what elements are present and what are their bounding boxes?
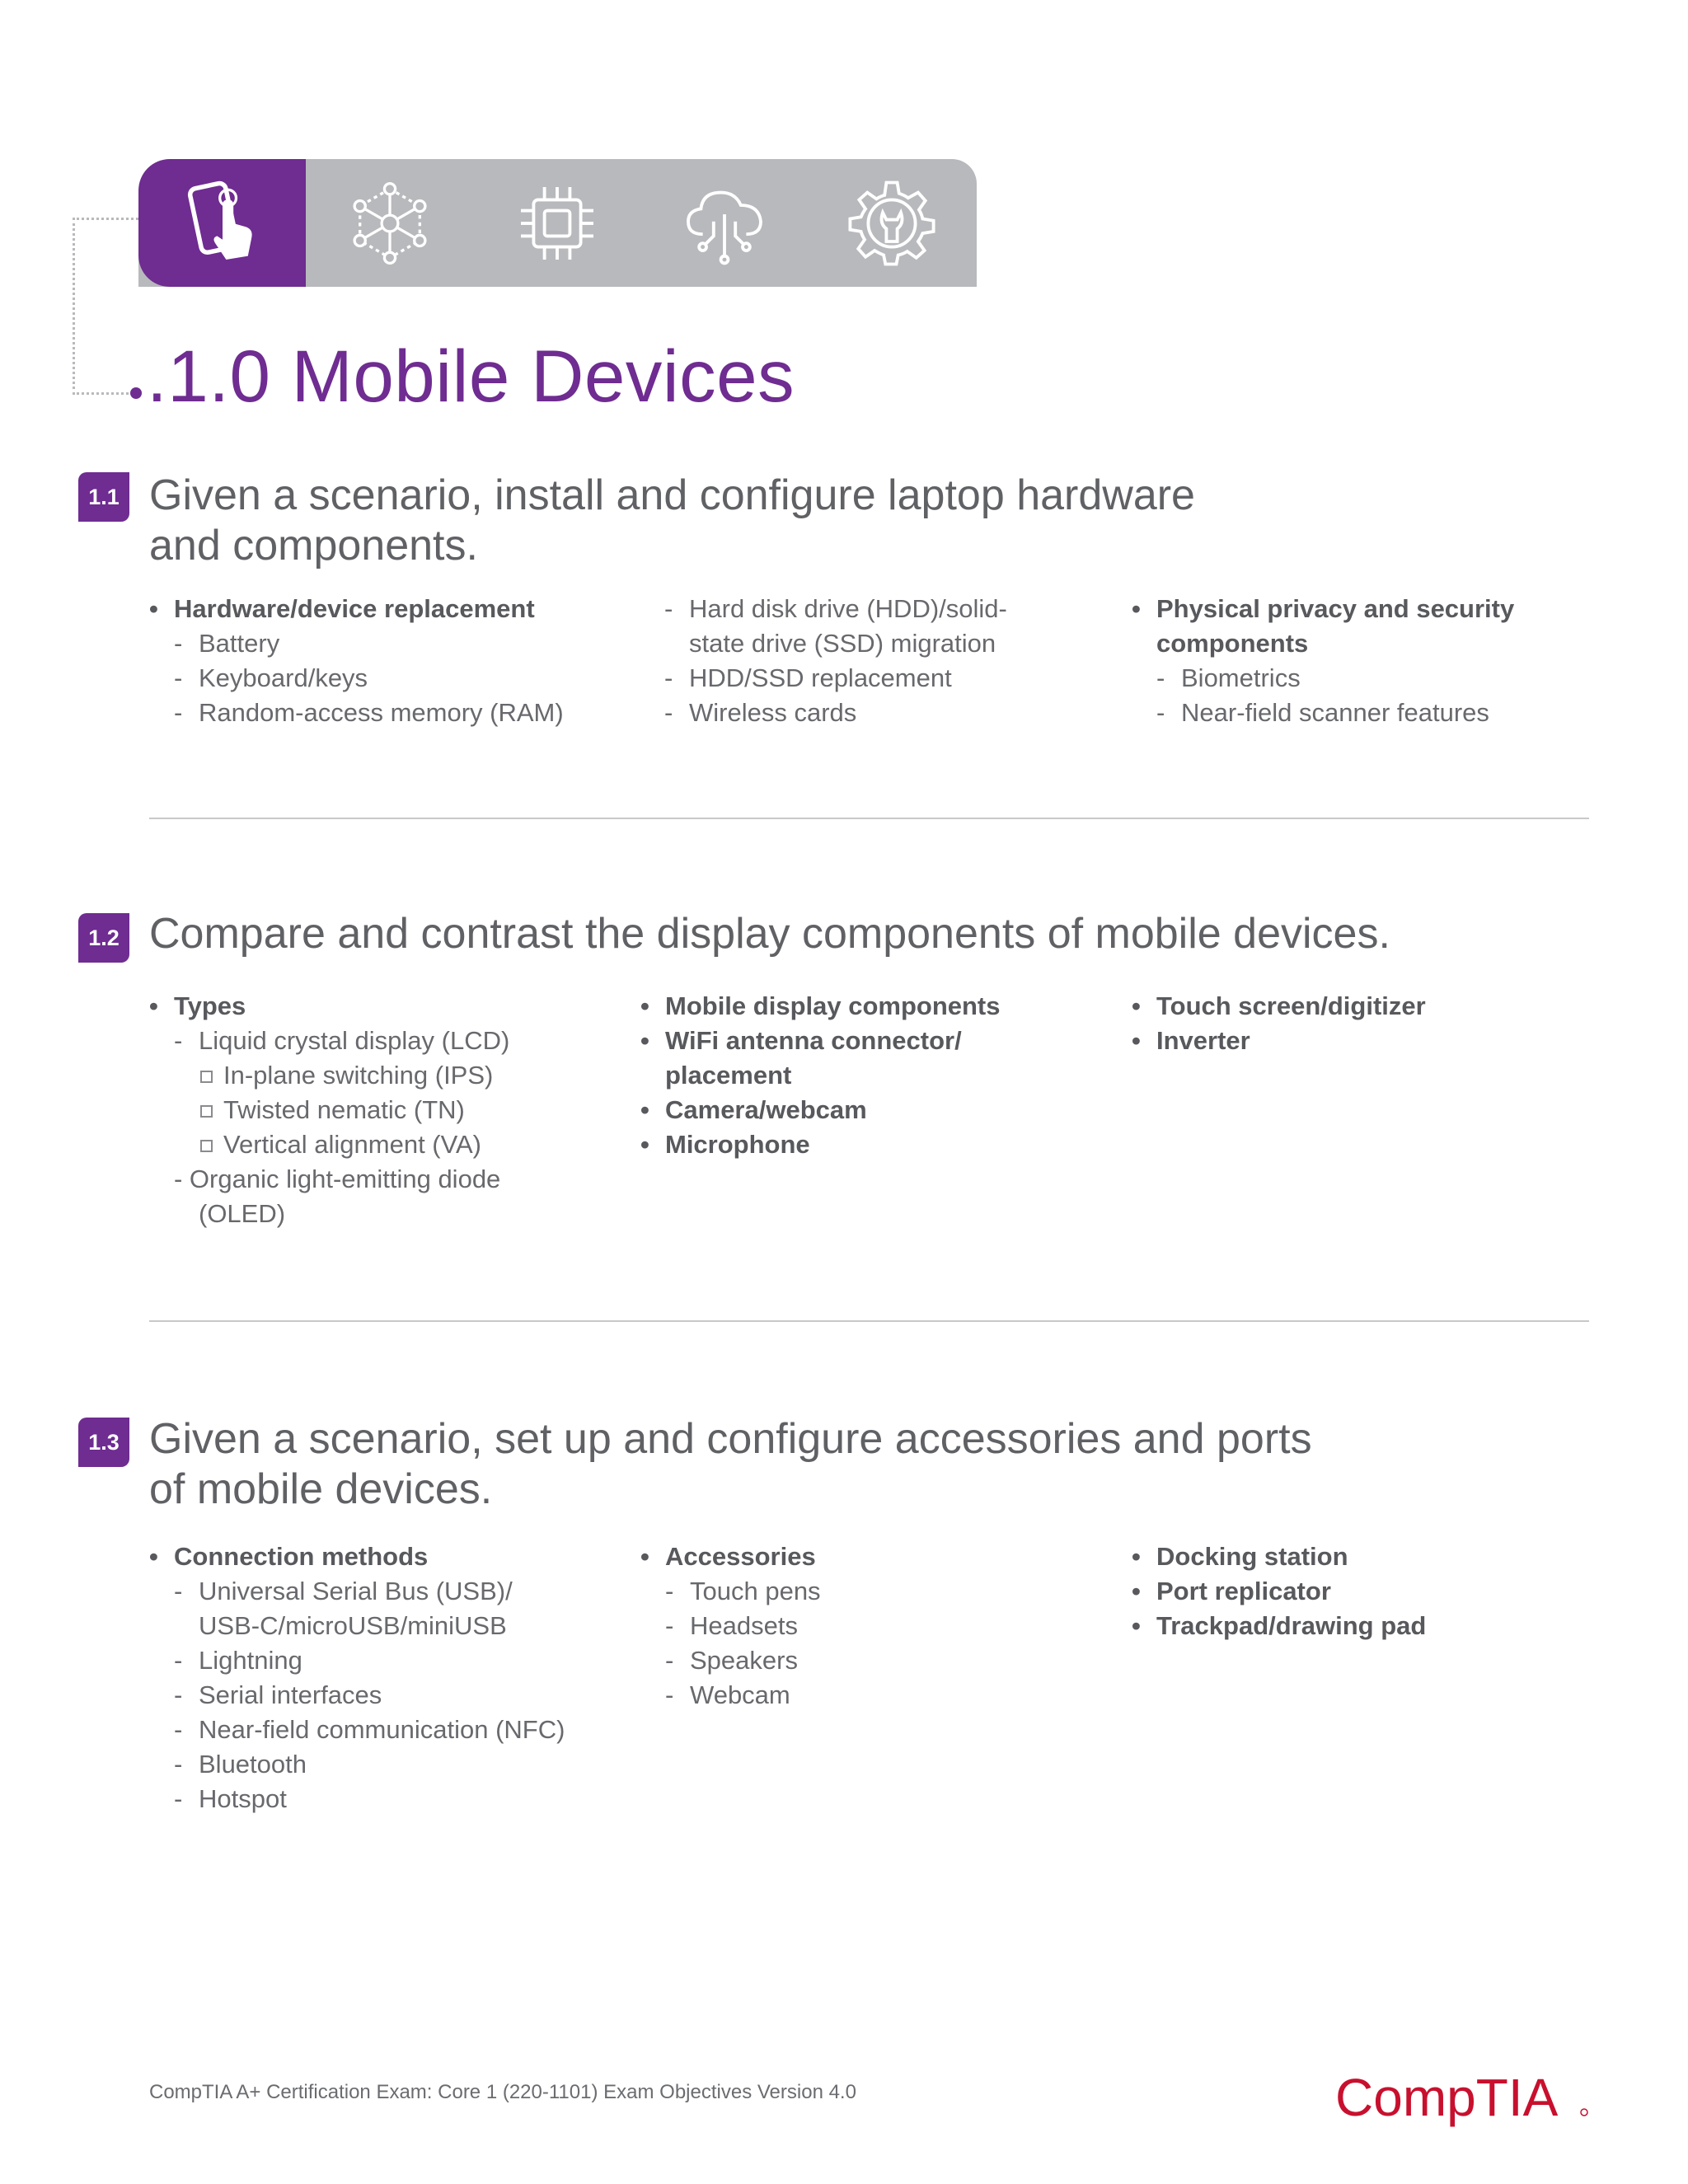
- sub-item: - Organic light-emitting diode: [174, 1165, 501, 1193]
- mobile-touch-icon: [177, 178, 268, 269]
- bullet-item: • Trackpad/drawing pad: [1132, 1609, 1426, 1643]
- bullet-item: • WiFi antenna connector/: [640, 1024, 1001, 1058]
- bullet-item: • Physical privacy and security: [1132, 592, 1514, 626]
- tab-networking[interactable]: [306, 159, 473, 287]
- sub-item-continued: state drive (SSD) migration: [689, 629, 996, 658]
- gear-wrench-icon: [846, 178, 937, 269]
- bullet-item: • Connection methods: [149, 1540, 565, 1574]
- heading-line: of mobile devices.: [149, 1465, 493, 1513]
- sub-item: - Wireless cards: [664, 696, 1007, 730]
- section-badge-1-2: 1.2: [78, 913, 129, 963]
- page-title: .1.0 Mobile Devices: [147, 335, 795, 417]
- bullet-item: • Hardware/device replacement: [149, 592, 564, 626]
- section-heading-1-1: [149, 471, 1195, 571]
- section-heading-1-2: [149, 909, 1390, 959]
- sub-item-continued: USB-C/microUSB/miniUSB: [199, 1611, 507, 1640]
- section-heading-1-3: [149, 1414, 1312, 1515]
- section-badge-1-3: 1.3: [78, 1418, 129, 1467]
- section-1-2-col3: [1132, 989, 1426, 1058]
- sub-item-continued: (OLED): [199, 1199, 286, 1228]
- sub-sub-item: Twisted nematic (TN): [149, 1093, 509, 1127]
- sub-sub-item: In-plane switching (IPS): [149, 1058, 509, 1093]
- sub-item: - Serial interfaces: [149, 1678, 565, 1713]
- sub-item: - Bluetooth: [149, 1747, 565, 1782]
- tab-hardware[interactable]: [473, 159, 640, 287]
- section-divider: [149, 818, 1589, 819]
- sub-item: - Biometrics: [1132, 661, 1514, 696]
- sub-item: - Webcam: [640, 1678, 821, 1713]
- sub-item: - Near-field communication (NFC): [149, 1713, 565, 1747]
- cloud-circuit-icon: [679, 178, 770, 269]
- sub-item: - Hard disk drive (HDD)/solid-: [664, 592, 1007, 626]
- tab-mobile-devices[interactable]: [138, 159, 306, 287]
- sub-item: - Hotspot: [149, 1782, 565, 1816]
- bullet-item: • Camera/webcam: [640, 1093, 1001, 1127]
- sub-item: - Headsets: [640, 1609, 821, 1643]
- bullet-item: • Touch screen/digitizer: [1132, 989, 1426, 1024]
- bullet-item-continued: components: [1156, 629, 1309, 658]
- bullet-item: • Types: [149, 989, 509, 1024]
- sub-item: - Universal Serial Bus (USB)/: [149, 1574, 565, 1609]
- sub-item: - Touch pens: [640, 1574, 821, 1609]
- section-1-1-col2: [664, 592, 1007, 730]
- bullet-item: • Port replicator: [1132, 1574, 1426, 1609]
- sub-sub-item: Vertical alignment (VA): [149, 1127, 509, 1162]
- sub-item: - Lightning: [149, 1643, 565, 1678]
- section-1-3-col1: [149, 1540, 565, 1816]
- comptia-logo: [1335, 2064, 1591, 2130]
- network-nodes-icon: [345, 178, 435, 269]
- sub-item: - HDD/SSD replacement: [664, 661, 1007, 696]
- section-badge-1-1: 1.1: [78, 472, 129, 522]
- bullet-item: • Inverter: [1132, 1024, 1426, 1058]
- section-1-2-col1: [149, 989, 509, 1231]
- sub-item: - Near-field scanner features: [1132, 696, 1514, 730]
- sub-item: - Liquid crystal display (LCD): [149, 1024, 509, 1058]
- chip-icon: [512, 178, 603, 269]
- domain-tab-bar: [138, 159, 977, 287]
- heading-line: and components.: [149, 522, 478, 569]
- tab-troubleshooting[interactable]: [808, 159, 975, 287]
- heading-line: Given a scenario, set up and configure accessories and ports: [149, 1415, 1312, 1463]
- section-1-3-col2: [640, 1540, 821, 1713]
- tab-cloud[interactable]: [640, 159, 808, 287]
- bullet-item-continued: placement: [665, 1061, 792, 1090]
- bullet-item: • Mobile display components: [640, 989, 1001, 1024]
- sub-item: - Battery: [149, 626, 564, 661]
- logo-text: CompTIA: [1335, 2068, 1559, 2127]
- section-1-3-col3: [1132, 1540, 1426, 1643]
- footer-text: CompTIA A+ Certification Exam: Core 1 (220-1101) Exam Objectives Version 4.0: [149, 2081, 856, 2103]
- dotted-connector: [73, 218, 138, 395]
- bullet-item: • Accessories: [640, 1540, 821, 1574]
- section-1-1-col1: [149, 592, 564, 730]
- section-1-1-col3: [1132, 592, 1514, 730]
- section-divider: [149, 1320, 1589, 1322]
- sub-item: - Random-access memory (RAM): [149, 696, 564, 730]
- section-1-2-col2: [640, 989, 1001, 1162]
- heading-line: Given a scenario, install and configure laptop hardware: [149, 471, 1195, 519]
- bullet-item: • Docking station: [1132, 1540, 1426, 1574]
- heading-line: Compare and contrast the display components of mobile devices.: [149, 910, 1390, 958]
- connector-dot: [130, 387, 142, 399]
- bullet-item: • Microphone: [640, 1127, 1001, 1162]
- sub-item: - Speakers: [640, 1643, 821, 1678]
- sub-item: - Keyboard/keys: [149, 661, 564, 696]
